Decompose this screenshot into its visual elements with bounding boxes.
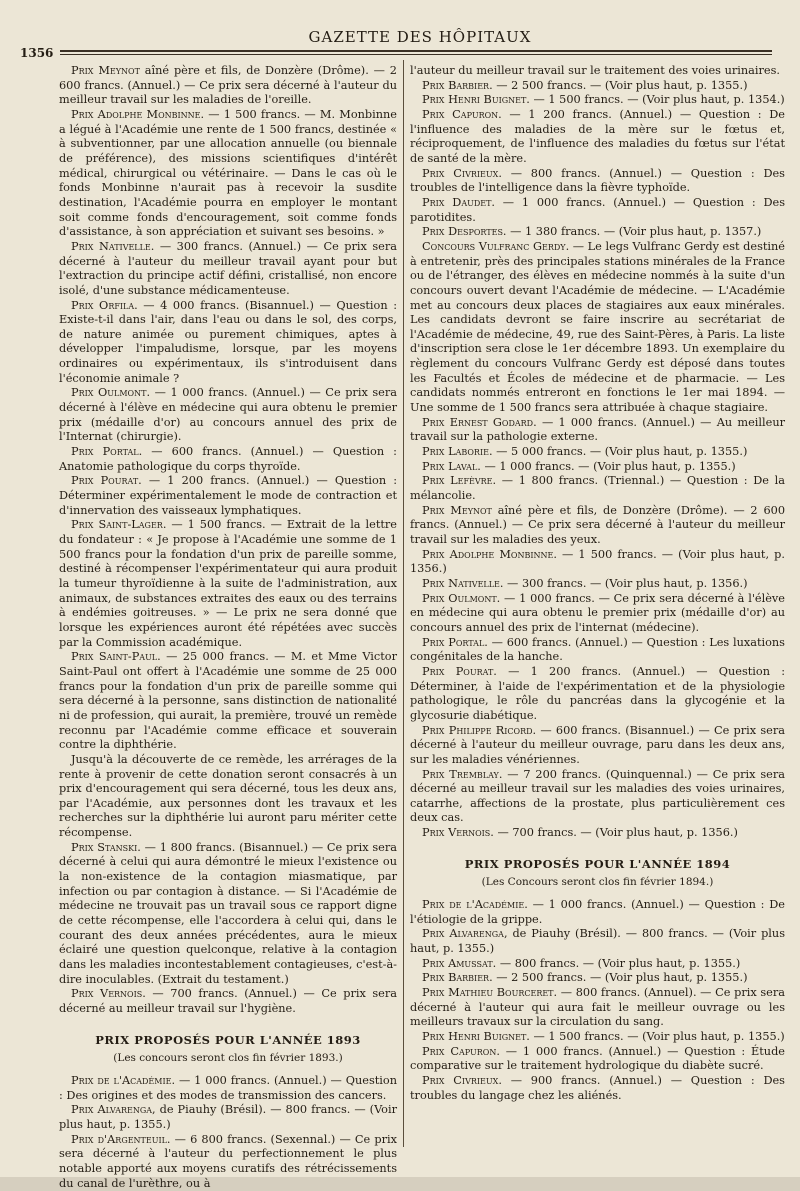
prize-text: — 300 francs. (Annuel.) — Ce prix sera décerné à l'auteur du meilleur travail ayant pour but l'extraction du principe actif défini, cristallisé, non encore isolé, d'une substance médicamenteuse.: [59, 239, 397, 297]
prize-text: de Piauhy (Brésil). — 800 francs. — (Voir plus haut, p. 1355.): [410, 927, 785, 956]
prize-entry: [410, 592, 785, 636]
prize-name: Concours Vulfranc Gerdy.: [422, 239, 570, 253]
prize-entry: [410, 416, 785, 445]
prize-entry: [59, 841, 397, 988]
prize-text: — 1 200 francs. (Annuel.) — Question : De l'influence des maladies de la mère sur le fœtus et, réciproquement, de l'influence des maladies du fœtus sur l'état de santé de la mère.: [410, 107, 785, 165]
prize-entry: [410, 108, 785, 167]
prize-name: Prix Oulmont.: [71, 386, 151, 400]
column-divider: [403, 60, 404, 1147]
prize-text: — 1 000 francs. — (Voir plus haut, p. 1355.): [480, 459, 736, 473]
prize-name: Prix Philippe Ricord.: [422, 723, 537, 737]
prize-text: — 900 francs. (Annuel.) — Question : Des troubles du langage chez les aliénés.: [410, 1073, 785, 1102]
prize-name: Prix Adolphe Monbinne.: [422, 547, 557, 561]
prize-name: Prix Saint-Paul.: [71, 650, 161, 664]
prize-text: — 1 500 francs. — Extrait de la lettre du fondateur : « Je propose à l'Académie une somme de 1 500 francs pour la fondation d'un prix de pareille somme, destiné à récompenser l'expérimentateur qui aura produit la tumeur thyroïdienne à la suite de l'administration, aux animaux, de substances extraites des eaux ou des terrains à endémies goitreuses. » — Le prix ne sera donné que lorsque les expériences auront été répétées avec succès par la Commission académique.: [59, 518, 397, 649]
prize-text: — 1 500 francs. — (Voir plus haut, p. 1354.): [529, 93, 785, 107]
prize-text: — 1 000 francs. (Annuel.) — Au meilleur travail sur la pathologie externe.: [410, 415, 785, 444]
prize-name: Prix Nativelle.: [422, 576, 504, 590]
page-number: 1356: [20, 46, 54, 60]
prize-name: Prix Henri Buignet.: [422, 1030, 530, 1043]
prize-text: aîné père et fils, de Donzère (Drôme). — 2 600 francs. (Annuel.) — Ce prix sera décerné à l'auteur du meilleur travail sur les maladies des yeux.: [410, 503, 786, 546]
prize-name: Prix Adolphe Monbinne.: [71, 107, 205, 121]
prize-text: — 1 200 francs. (Annuel.) — Question : Déterminer, à l'aide de l'expérimentation et de la physiologie pathologique, le rôle du pancréas dans la glycogénie et la glycosurie diabétique.: [410, 664, 786, 722]
prize-text: — 4 000 francs. (Bisannuel.) — Question : Existe-t-il dans l'air, dans l'eau ou dans le sol, des corps, de nature animée ou purement chimiques, aptes à développer l'impaludisme, lorsque, par les moyens ordinaires ou expérimentaux, ils s'introduisent dans l'économie animale ?: [59, 298, 397, 385]
prize-entry: [410, 1030, 785, 1045]
prize-text: — 1 800 francs. (Bisannuel.) — Ce prix sera décerné à celui qui aura démontré le mieux l'existence ou la non-existence de la contagion miasmatique, par infection ou par contagion à distance. — Si l'Académie de médecine ne trouvait pas un travail sous ce rapport digne de cette récompense, elle l'accordera à celui qui, dans le courant des deux années précédentes, aura le mieux éclairé une question quelconque, relative à la contagion dans les maladies incontestablement contagieuses, c'est-à-dire inoculables. (Extrait du testament.): [59, 840, 397, 986]
prize-entry: [59, 518, 397, 650]
prize-text: — 25 000 francs. — M. et Mme Victor Saint-Paul ont offert à l'Académie une somme de 25 000 francs pour la fondation d'un prix de pareille somme qui sera décerné à la personne, sans distinction de nationalité ni de profession, qui aurait, la première, trouvé un remède reconnu par l'Académie comme efficace et souverain contre la diphthérie.: [59, 650, 397, 752]
prize-entry: [410, 460, 785, 475]
prize-text: — 600 francs. (Bisannuel.) — Ce prix sera décerné à l'auteur du meilleur ouvrage, paru dans les deux ans, sur les maladies vénériennes.: [410, 723, 785, 766]
prize-entry: [59, 987, 397, 1016]
prize-entry: [59, 753, 397, 841]
prize-text: Jusqu'à la découverte de ce remède, les arrérages de la rente à provenir de cette donation seront consacrés à un prix d'encouragement qui sera décerné, tous les deux ans, par l'Académie, aux personnes dont les travaux et les recherches sur la diphthérie lui auront paru mériter cette récompense.: [59, 752, 397, 840]
prize-name: Prix Capuron.: [422, 1044, 500, 1058]
prize-name: Prix Alvarenga,: [422, 927, 508, 941]
prize-entry: [410, 445, 785, 460]
prize-text: — 1 000 francs. — Ce prix sera décerné à l'élève en médecine qui aura obtenu le premier prix (médaille d'or) au concours annuel des prix de l'internat (médecine).: [410, 591, 785, 634]
prize-entry: [410, 986, 785, 1030]
left-column: [59, 64, 397, 1191]
prize-entry: [410, 927, 785, 956]
prize-entry: [410, 64, 785, 79]
prize-entry: [410, 167, 785, 196]
page-title: GAZETTE DES HÔPITAUX: [308, 28, 532, 46]
prize-name: Prix de l'Académie.: [71, 1073, 176, 1087]
prize-text: — 700 francs. — (Voir plus haut, p. 1356.): [493, 826, 738, 840]
prize-name: Prix Henri Buignet.: [422, 93, 530, 107]
prize-text: — 800 francs. (Annuel.) — Question : Des troubles de l'intelligence dans la fièvre typhoïde.: [410, 166, 785, 195]
prize-text: — 2 500 francs. — (Voir plus haut, p. 1355.): [492, 78, 748, 92]
prize-text: l'auteur du meilleur travail sur le traitement des voies urinaires.: [410, 64, 780, 77]
prize-text: — 700 francs. (Annuel.) — Ce prix sera décerné au meilleur travail sur l'hygiène.: [59, 987, 397, 1015]
prize-entry: [59, 1074, 397, 1103]
prize-entry: [59, 64, 397, 108]
prize-name: Prix Portal.: [71, 445, 143, 459]
prize-name: Prix Ernest Godard.: [422, 415, 537, 429]
prize-name: Prix Vernois.: [71, 987, 146, 1001]
prize-entry: [410, 548, 785, 577]
prize-name: Prix d'Argenteuil.: [71, 1132, 171, 1146]
prize-name: Prix Portal.: [422, 635, 488, 649]
prize-text: — 1 000 francs. (Annuel.) — Question : Des parotidites.: [410, 195, 785, 224]
prize-entry: [410, 898, 785, 927]
prize-name: Prix Pourat.: [71, 474, 142, 488]
prize-name: Prix Capuron.: [422, 107, 502, 121]
prize-entry: [410, 768, 785, 827]
prize-text: — 800 francs. (Annuel). — Ce prix sera décerné à l'auteur qui aura fait le meilleur ouvrage ou les meilleurs travaux sur la circulation du sang.: [410, 986, 785, 1029]
prize-entry: [410, 93, 785, 108]
prize-entry: [410, 665, 785, 724]
prize-name: Prix Laval.: [422, 459, 481, 473]
prize-name: Prix Amussat.: [422, 956, 497, 970]
prize-text: — 600 francs. (Annuel.) — Question : Les luxations congénitales de la hanche.: [410, 635, 785, 664]
prize-entry: [410, 225, 785, 240]
section-title: PRIX PROPOSÉS POUR L'ANNÉE 1894: [464, 856, 731, 871]
prize-text: — 1 380 francs. — (Voir plus haut, p. 1357.): [506, 225, 762, 239]
prize-text: — 1 800 francs. (Triennal.) — Question : De la mélancolie.: [410, 474, 785, 503]
prize-entry: [410, 971, 785, 986]
prize-entry: [410, 636, 785, 665]
prize-text: — 6 800 francs. (Sexennal.) — Ce prix sera décerné à l'auteur du perfectionnement le plus notable apporté aux moyens curatifs des rétrécissements du canal de l'urèthre, ou à: [59, 1132, 397, 1190]
prize-text: — 300 francs. — (Voir plus haut, p. 1356.): [503, 576, 748, 590]
header-rule-thin: [60, 54, 772, 55]
prize-name: Prix Barbier.: [422, 78, 493, 92]
prize-entry: [410, 1045, 785, 1074]
prize-entry: [410, 1074, 785, 1103]
prize-name: Prix Civrieux.: [422, 1073, 502, 1087]
prize-entry: [59, 108, 397, 240]
prize-name: Prix Pourat.: [422, 664, 497, 678]
prize-entry: [410, 474, 785, 503]
prize-text: — 1 000 francs. (Annuel.) — Question : De l'étiologie de la grippe.: [410, 898, 785, 926]
prize-name: Prix Saint-Lager.: [71, 518, 167, 532]
prize-entry: [59, 474, 397, 518]
prize-name: Prix Meynot: [422, 503, 492, 517]
prize-name: Prix Vernois.: [422, 826, 494, 840]
prize-name: Prix Lefèvre.: [422, 474, 497, 488]
prize-text: — 1 000 francs. (Annuel.) — Question : Des origines et des modes de transmission des cancers.: [59, 1073, 397, 1102]
prize-entry: [59, 1133, 397, 1191]
prize-entry: [59, 445, 397, 474]
prize-name: Prix Stanski.: [71, 840, 141, 854]
prize-name: Prix de l'Académie.: [422, 898, 528, 912]
prize-name: Prix Tremblay.: [422, 767, 503, 781]
prize-text: de Piauhy (Brésil). — 800 francs. — (Voir plus haut, p. 1355.): [59, 1103, 397, 1131]
prize-text: — 1 000 francs. (Annuel.) — Ce prix sera décerné à l'élève en médecine qui aura obtenu le premier prix (médaille d'or) au concours annuel des prix de l'Internat (chirurgie).: [59, 386, 397, 444]
prize-name: Prix Desportes.: [422, 225, 507, 239]
prize-name: Prix Civrieux.: [422, 166, 502, 180]
prize-entry: [59, 386, 397, 445]
prize-entry: [410, 196, 785, 225]
right-column: [410, 64, 785, 1103]
prize-entry: [59, 1103, 397, 1132]
prize-name: Prix Oulmont.: [422, 591, 501, 605]
prize-text: — 600 francs. (Annuel.) — Question : Anatomie pathologique du corps thyroïde.: [59, 445, 397, 473]
prize-name: Prix Alvarenga,: [71, 1103, 156, 1117]
prize-entry: [410, 504, 785, 548]
section-subtitle: (Les concours seront clos fin février 1893.): [113, 1052, 343, 1065]
prize-text: — 1 000 francs. (Annuel.) — Question : Étude comparative sur le traitement hydrologique du diabète sucré.: [410, 1044, 785, 1073]
prize-text: — 1 500 francs. — (Voir plus haut, p. 1355.): [529, 1030, 785, 1043]
prize-name: Prix Laborie.: [422, 445, 493, 459]
prize-name: Prix Nativelle.: [71, 239, 155, 253]
section-title: PRIX PROPOSÉS POUR L'ANNÉE 1893: [95, 1032, 361, 1047]
prize-entry: [59, 650, 397, 753]
prize-text: — 7 200 francs. (Quinquennal.) — Ce prix sera décerné au meilleur travail sur les maladies des voies urinaires, catarrhe, affections de la prostate, plus particulièrement ces deux cas.: [410, 767, 785, 825]
prize-text: — 2 500 francs. — (Voir plus haut, p. 1355.): [492, 971, 748, 985]
prize-entry: [410, 724, 785, 768]
prize-entry: [410, 957, 785, 972]
prize-text: — 800 francs. — (Voir plus haut, p. 1355.): [496, 956, 741, 970]
prize-text: — Le legs Vulfranc Gerdy est destiné à entretenir, près des principales stations minérales de la France ou de l'étranger, des élèves en médecine nommés à la suite d'un concours ouvert devant l'Académie de médecine. — L'Académie met au concours deux places de stagiaires aux eaux minérales. Les candidats devront se faire inscrire au secrétariat de l'Académie de médecine, 49, rue des Saint-Pères, à Paris. La liste d'inscription sera close le 1er décembre 1893. Un exemplaire du règlement du concours Vulfranc Gerdy est déposé dans toutes les Facultés et Écoles de médecine et de pharmacie. — Les candidats nommés entreront en fonctions le 1er mai 1894. — Une somme de 1 500 francs sera attribuée à chaque stagiaire.: [410, 239, 785, 415]
prize-name: Prix Meynot: [71, 64, 140, 77]
prize-entry: [410, 240, 785, 416]
prize-text: — 1 200 francs. (Annuel.) — Question : Déterminer expérimentalement le mode de contraction et d'innervation des vaisseaux lymphatiques.: [59, 474, 398, 517]
prize-text: — 1 500 francs. — (Voir plus haut, p. 1356.): [410, 547, 785, 576]
prize-text: aîné père et fils, de Donzère (Drôme). — 2 600 francs. (Annuel.) — Ce prix sera décerné à l'auteur du meilleur travail sur les maladies de l'oreille.: [59, 64, 397, 107]
prize-text: — 5 000 francs. — (Voir plus haut, p. 1355.): [492, 445, 748, 459]
prize-name: Prix Daudet.: [422, 195, 496, 209]
prize-name: Prix Orfila.: [71, 298, 138, 312]
prize-entry: [410, 79, 785, 94]
prize-text: — 1 500 francs. — M. Monbinne a légué à l'Académie une rente de 1 500 francs, destinée « à subventionner, par une allocation annuelle (ou biennale de préférence), des missions scientifiques d'intérêt médical, chirurgical ou vétérinaire. — Dans le cas où le fonds Monbinne n'aurait pas à recevoir la susdite destination, l'Académie pourra en employer le montant soit comme fonds d'encouragement, soit comme fonds d'assistance, à son appréciation et suivant ses besoins. »: [59, 107, 397, 239]
prize-entry: [410, 826, 785, 841]
prize-entry: [59, 240, 397, 299]
prize-entry: [59, 299, 397, 387]
prize-name: Prix Mathieu Bourceret.: [422, 986, 558, 1000]
header-rule: [60, 50, 772, 52]
prize-name: Prix Barbier.: [422, 971, 493, 985]
prize-entry: [410, 577, 785, 592]
section-subtitle: (Les Concours seront clos fin février 1894.): [481, 876, 714, 889]
